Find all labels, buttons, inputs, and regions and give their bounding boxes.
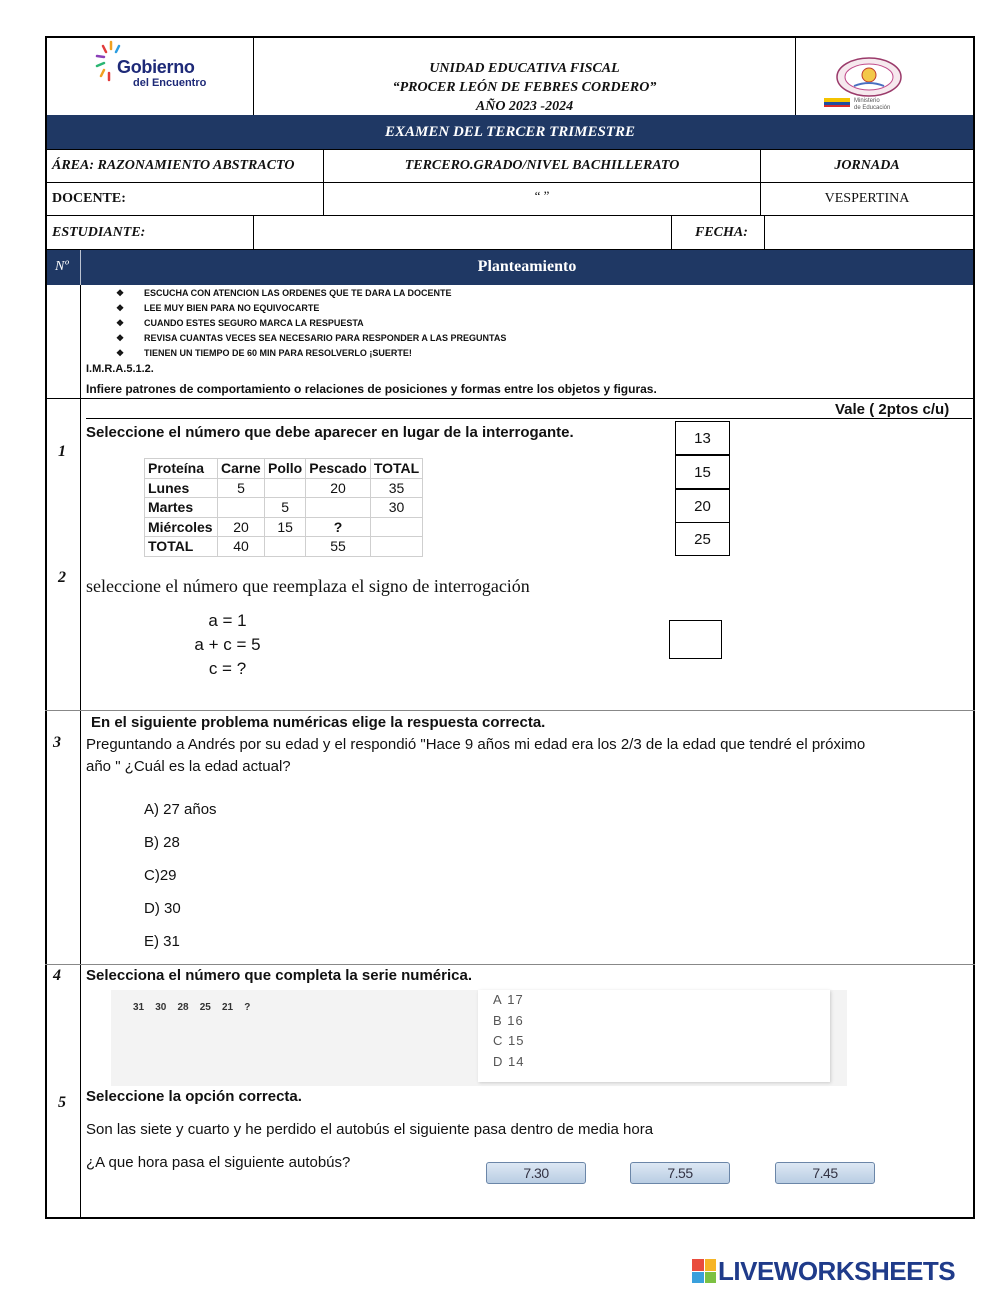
table-cell: 5 bbox=[218, 478, 265, 498]
table-cell bbox=[265, 537, 306, 557]
answer-option[interactable]: C 15 bbox=[493, 1033, 525, 1048]
question-number: 3 bbox=[53, 734, 61, 751]
table-header-cell: Proteína bbox=[145, 459, 218, 479]
answer-option[interactable]: 13 bbox=[675, 421, 730, 455]
answer-option[interactable]: 7.30 bbox=[486, 1162, 586, 1184]
series-options-panel bbox=[478, 990, 830, 1082]
table-cell bbox=[306, 498, 371, 518]
table-cell: 20 bbox=[306, 478, 371, 498]
ministry-line2: de Educación bbox=[854, 105, 891, 111]
liveworksheets-logo-icon bbox=[692, 1259, 716, 1283]
estudiante-input[interactable] bbox=[256, 217, 669, 247]
table-header-cell: TOTAL bbox=[370, 459, 422, 479]
table-row bbox=[145, 537, 423, 557]
gobierno-logo-subtext: del Encuentro bbox=[133, 77, 207, 89]
num-header: Nº bbox=[55, 259, 69, 274]
answer-option[interactable]: 7.45 bbox=[775, 1162, 875, 1184]
series-image bbox=[111, 990, 847, 1086]
answer-option[interactable]: 7.55 bbox=[630, 1162, 730, 1184]
question-number: 1 bbox=[58, 443, 66, 460]
answer-option[interactable]: D 14 bbox=[493, 1054, 525, 1069]
instruction-item: ❖ TIENEN UN TIEMPO DE 60 MIN PARA RESOLVERLO ¡SUERTE! bbox=[116, 348, 412, 358]
table-cell: 5 bbox=[265, 498, 306, 518]
competency-code: I.M.R.A.5.1.2. bbox=[86, 363, 154, 375]
ministry-logo-text bbox=[854, 98, 890, 112]
table-row bbox=[145, 517, 423, 537]
equation-line: a = 1 bbox=[208, 611, 247, 630]
planteamiento-header bbox=[47, 250, 973, 285]
jornada-value: VESPERTINA bbox=[824, 191, 910, 206]
frame-left bbox=[45, 36, 47, 1219]
question-prompt: Seleccione la opción correcta. bbox=[86, 1088, 302, 1105]
table-cell bbox=[370, 517, 422, 537]
docente-value[interactable]: “ ” bbox=[534, 188, 550, 203]
school-year: AÑO 2023 -2024 bbox=[475, 99, 574, 114]
question-prompt: En el siguiente problema numéricas elige la respuesta correcta. bbox=[91, 714, 546, 731]
ministry-line1: Ministerio bbox=[854, 98, 880, 104]
question-text-line: año " ¿Cuál es la edad actual? bbox=[86, 758, 291, 775]
table-cell bbox=[370, 537, 422, 557]
competency-description: Infiere patrones de comportamiento o relaciones de posiciones y formas entre los objetos y figuras. bbox=[86, 382, 657, 396]
answer-option[interactable]: A 17 bbox=[493, 992, 524, 1007]
table-cell bbox=[265, 478, 306, 498]
planteamiento-label: Planteamiento bbox=[477, 258, 577, 275]
table-cell: Lunes bbox=[145, 478, 218, 498]
frame-top bbox=[45, 36, 975, 38]
table-header-cell: Carne bbox=[218, 459, 265, 479]
area-label: ÁREA: RAZONAMIENTO ABSTRACTO bbox=[52, 158, 295, 173]
instruction-item: ❖ LEE MUY BIEN PARA NO EQUIVOCARTE bbox=[116, 303, 320, 313]
ecuador-flag-icon bbox=[824, 98, 850, 107]
table-cell: 30 bbox=[370, 498, 422, 518]
answer-option[interactable]: C)29 bbox=[144, 867, 177, 884]
number-column-divider bbox=[80, 285, 81, 1218]
gobierno-logo-text: Gobierno bbox=[117, 57, 195, 77]
answer-option[interactable]: E) 31 bbox=[144, 933, 180, 950]
answer-option[interactable]: A) 27 años bbox=[144, 801, 217, 818]
table-cell bbox=[218, 498, 265, 518]
number-series: 31 30 28 25 21 ? bbox=[133, 1002, 251, 1013]
question-number: 2 bbox=[58, 569, 66, 586]
fecha-input[interactable] bbox=[767, 217, 971, 247]
liveworksheets-logo[interactable] bbox=[692, 1256, 992, 1286]
question-prompt: Seleccione el número que debe aparecer en lugar de la interrogante. bbox=[86, 424, 574, 441]
school-seal-icon bbox=[834, 56, 904, 98]
docente-label: DOCENTE: bbox=[52, 191, 126, 206]
question-number: 4 bbox=[53, 967, 61, 984]
question-prompt: Selecciona el número que completa la serie numérica. bbox=[86, 967, 472, 984]
table-row bbox=[145, 498, 423, 518]
question-prompt: seleccione el número que reemplaza el signo de interrogación bbox=[86, 576, 530, 596]
answer-option[interactable]: B 16 bbox=[493, 1013, 524, 1028]
answer-option[interactable]: B) 28 bbox=[144, 834, 180, 851]
fecha-label: FECHA: bbox=[695, 225, 748, 240]
grade-label: TERCERO.GRADO/NIVEL BACHILLERATO bbox=[404, 158, 680, 173]
table-header-cell: Pollo bbox=[265, 459, 306, 479]
table-cell: 40 bbox=[218, 537, 265, 557]
table-header-cell: Pescado bbox=[306, 459, 371, 479]
question-text-line: Preguntando a Andrés por su edad y el respondió "Hace 9 años mi edad era los 2/3 de la edad que tendré el próximo bbox=[86, 736, 866, 753]
instruction-item: ❖ ESCUCHA CON ATENCION LAS ORDENES QUE TE DARA LA DOCENTE bbox=[116, 288, 452, 298]
answer-option[interactable]: 20 bbox=[675, 489, 730, 523]
instruction-item: ❖ CUANDO ESTES SEGURO MARCA LA RESPUESTA bbox=[116, 318, 364, 328]
equation-block bbox=[170, 609, 285, 681]
school-seal-logo bbox=[820, 52, 960, 114]
table-header-row bbox=[145, 459, 423, 479]
equation-line: c = ? bbox=[208, 659, 247, 678]
answer-option[interactable]: 15 bbox=[675, 455, 730, 489]
table-cell: 35 bbox=[370, 478, 422, 498]
exam-title-bar: EXAMEN DEL TERCER TRIMESTRE bbox=[47, 115, 973, 149]
time-options-panel bbox=[458, 1148, 888, 1198]
school-label: UNIDAD EDUCATIVA FISCAL bbox=[429, 61, 620, 76]
liveworksheets-brand: LIVEWORKSHEETS bbox=[718, 1256, 956, 1286]
instruction-item: ❖ REVISA CUANTAS VECES SEA NECESARIO PARA RESPONDER A LAS PREGUNTAS bbox=[116, 333, 507, 343]
protein-table bbox=[144, 458, 423, 557]
jornada-label: JORNADA bbox=[834, 158, 900, 173]
table-row bbox=[145, 478, 423, 498]
points-value: Vale ( 2ptos c/u) bbox=[835, 401, 950, 418]
answer-input-box[interactable] bbox=[669, 620, 722, 659]
estudiante-label: ESTUDIANTE: bbox=[52, 225, 146, 240]
equation-line: a + c = 5 bbox=[194, 635, 261, 654]
question-text-line: Son las siete y cuarto y he perdido el autobús el siguiente pasa dentro de media hora bbox=[86, 1121, 654, 1138]
frame-right bbox=[973, 36, 975, 1219]
table-cell: TOTAL bbox=[145, 537, 218, 557]
answer-option[interactable]: D) 30 bbox=[144, 900, 181, 917]
table-cell: ? bbox=[306, 517, 371, 537]
school-name: “PROCER LEÓN DE FEBRES CORDERO” bbox=[392, 80, 657, 95]
frame-bottom bbox=[45, 1217, 975, 1219]
table-cell: 55 bbox=[306, 537, 371, 557]
table-cell: 20 bbox=[218, 517, 265, 537]
table-cell: Martes bbox=[145, 498, 218, 518]
table-cell: Miércoles bbox=[145, 517, 218, 537]
question-text-line: ¿A que hora pasa el siguiente autobús? bbox=[86, 1154, 351, 1171]
gobierno-logo bbox=[95, 40, 225, 100]
answer-option[interactable]: 25 bbox=[675, 522, 730, 556]
table-cell: 15 bbox=[265, 517, 306, 537]
question-number: 5 bbox=[58, 1094, 66, 1111]
school-header bbox=[254, 59, 795, 116]
